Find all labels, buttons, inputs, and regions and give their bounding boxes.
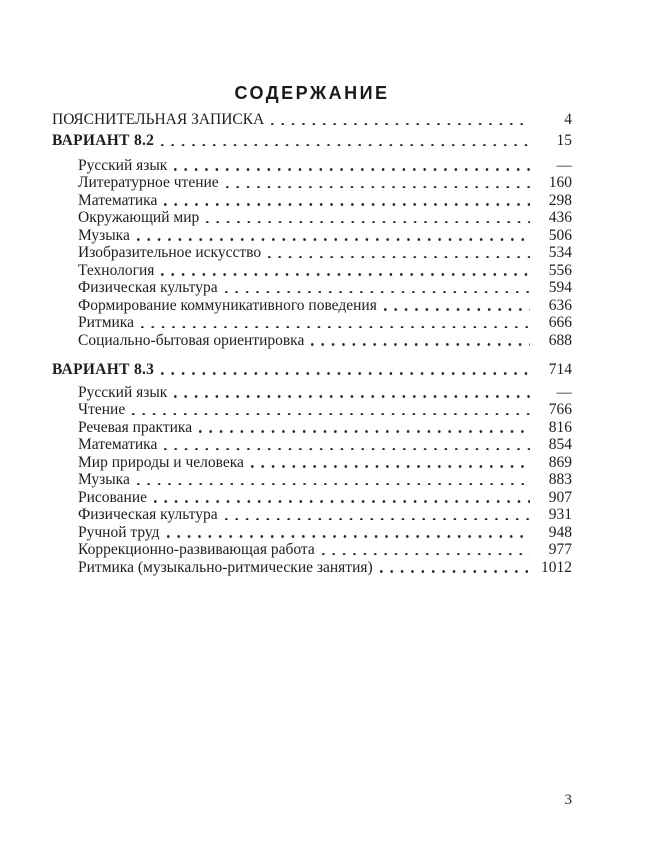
dot-leader — [137, 483, 530, 486]
dot-leader — [251, 465, 530, 468]
toc-row — [78, 524, 572, 542]
dot-leader — [167, 535, 530, 538]
toc-entry-page: 766 — [548, 401, 572, 418]
toc-row — [52, 361, 572, 379]
toc-entry-page: 298 — [548, 191, 572, 209]
toc-entry-page: 594 — [548, 279, 572, 296]
toc-entry-page: 534 — [548, 244, 572, 261]
dot-leader — [225, 291, 530, 294]
toc-row — [78, 227, 572, 245]
toc-entry-page: 816 — [548, 418, 572, 436]
toc-entry-page: 666 — [548, 314, 572, 331]
toc-entry-label: Речевая практика — [78, 418, 193, 436]
toc-row — [78, 244, 572, 262]
dot-leader — [174, 395, 530, 398]
dot-leader — [380, 570, 530, 573]
toc-entry-page: 907 — [548, 488, 572, 506]
toc-row — [78, 297, 572, 315]
toc-entry-label: ПОЯСНИТЕЛЬНАЯ ЗАПИСКА — [52, 111, 265, 128]
toc-entry-page: 160 — [548, 174, 572, 191]
dot-leader — [268, 256, 530, 259]
dot-leader — [174, 168, 530, 171]
toc-entry-page: — — [556, 156, 572, 174]
dot-leader — [132, 413, 530, 416]
toc-row — [78, 384, 572, 402]
toc-entry-page: 506 — [548, 226, 572, 244]
toc-row — [78, 279, 572, 297]
toc-row — [78, 174, 572, 192]
dot-leader — [161, 273, 530, 276]
toc-row — [78, 157, 572, 175]
toc-entry-label: Физическая культура — [78, 279, 218, 296]
dot-leader — [161, 372, 530, 375]
toc-entry-label: Музыка — [78, 226, 130, 244]
toc-entry-label: Изобразительное искусство — [78, 244, 262, 261]
toc-entry-label: Ритмика — [78, 314, 134, 331]
toc-row — [52, 132, 572, 150]
dot-leader — [225, 518, 530, 521]
dot-leader — [141, 326, 530, 329]
toc-entry-label: ВАРИАНТ 8.2 — [52, 132, 155, 149]
toc-entry-label: Ритмика (музыкально-ритмические занятия) — [78, 558, 373, 576]
toc-entry-label: ВАРИАНТ 8.3 — [52, 360, 155, 378]
dot-leader — [206, 221, 530, 224]
toc-entry-page: 4 — [564, 111, 572, 128]
toc-entry-label: Математика — [78, 436, 158, 453]
toc-entry-label: Музыка — [78, 471, 130, 488]
dot-leader — [137, 238, 530, 241]
toc-entry-page: 948 — [548, 523, 572, 541]
toc-row — [78, 489, 572, 507]
toc-entry-page: 869 — [548, 453, 572, 471]
toc-row — [78, 192, 572, 210]
toc-entry-label: Технология — [78, 261, 155, 279]
toc-entry-page: 1012 — [541, 558, 572, 576]
toc-entry-page: 556 — [548, 261, 572, 279]
toc-entry-label: Социально-бытовая ориентировка — [78, 331, 305, 349]
toc-entry-label: Формирование коммуникативного поведения — [78, 296, 377, 314]
page-number: 3 — [564, 792, 572, 808]
dot-leader — [271, 123, 530, 126]
toc-entry-page: 436 — [548, 209, 572, 226]
dot-leader — [199, 430, 530, 433]
toc-entry-page: 636 — [548, 296, 572, 314]
toc-entry-page: 931 — [548, 506, 572, 523]
toc-entry-page: 977 — [548, 541, 572, 558]
toc-entry-label: Рисование — [78, 488, 148, 506]
toc-row — [78, 506, 572, 524]
toc-entry-label: Мир природы и человека — [78, 453, 244, 471]
toc-entry-label: Русский язык — [78, 383, 168, 401]
toc-entry-page: 883 — [548, 471, 572, 488]
toc-row — [78, 471, 572, 489]
dot-leader — [311, 343, 530, 346]
toc-row — [78, 332, 572, 350]
toc-entry-label: Коррекционно-развивающая работа — [78, 541, 315, 558]
toc-row — [78, 541, 572, 559]
toc-entry-page: 15 — [556, 132, 572, 149]
toc-row — [78, 209, 572, 227]
dot-leader — [154, 500, 530, 503]
toc-entry-page: 714 — [548, 360, 572, 378]
dot-leader — [384, 308, 530, 311]
dot-leader — [226, 186, 530, 189]
dot-leader — [322, 553, 530, 556]
toc-row — [78, 419, 572, 437]
toc-entry-label: Физическая культура — [78, 506, 218, 523]
dot-leader — [161, 144, 530, 147]
toc-row — [78, 314, 572, 332]
toc-entry-label: Окружающий мир — [78, 209, 200, 226]
dot-leader — [164, 203, 530, 206]
page-title: СОДЕРЖАНИЕ — [234, 83, 390, 103]
toc-entry-page: 854 — [548, 436, 572, 453]
toc-entry-page: — — [556, 383, 572, 401]
toc-row — [78, 559, 572, 577]
toc-entry-label: Русский язык — [78, 156, 168, 174]
dot-leader — [164, 448, 530, 451]
toc-row — [78, 401, 572, 419]
toc-entry-label: Чтение — [78, 401, 126, 418]
toc-entry-page: 688 — [548, 331, 572, 349]
toc-row — [52, 111, 572, 129]
toc-list — [52, 111, 572, 576]
toc-row — [78, 262, 572, 280]
toc-entry-label: Ручной труд — [78, 523, 160, 541]
toc-entry-label: Математика — [78, 191, 158, 209]
toc-row — [78, 454, 572, 472]
toc-row — [78, 436, 572, 454]
toc-entry-label: Литературное чтение — [78, 174, 219, 191]
